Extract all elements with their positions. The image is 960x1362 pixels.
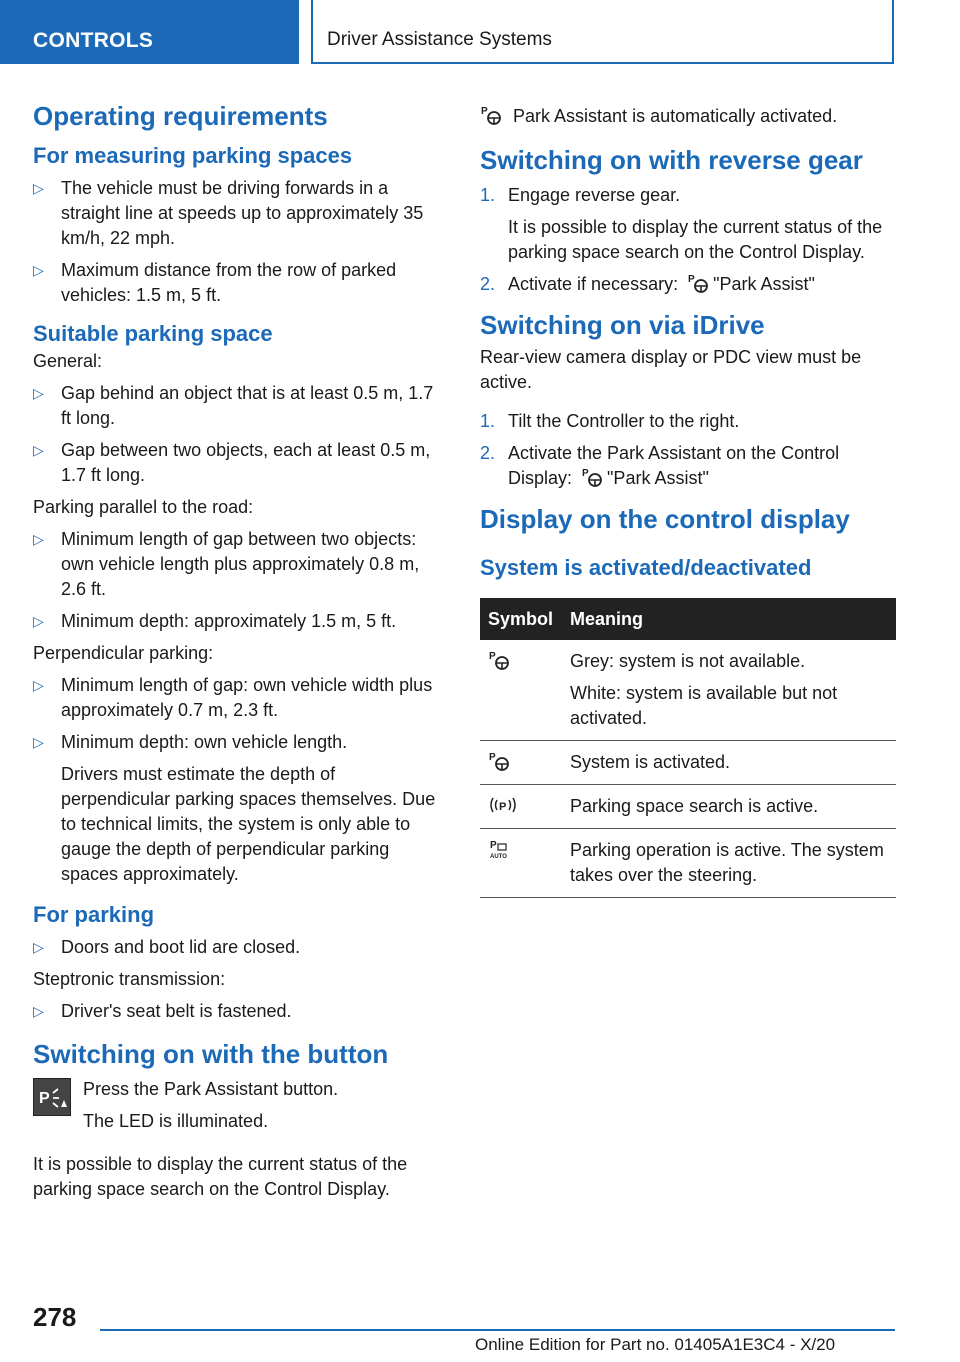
general-list <box>33 381 445 488</box>
button-note: It is possible to display the current status of the parking space search on the Control Display. <box>33 1153 408 1199</box>
heading-operating-requirements: Operating requirements <box>33 101 328 131</box>
heading-reverse-gear: Switching on with reverse gear <box>480 145 863 175</box>
bullet-icon: ▷ <box>33 1003 44 1020</box>
right-column <box>480 104 896 898</box>
general-label: General: <box>33 350 103 371</box>
heading-idrive: Switching on via iDrive <box>480 309 765 340</box>
park-assist-icon <box>488 649 510 671</box>
list-item: ▷ Minimum length of gap: own vehicle width plus approximately 0.7 m, 2.3 ft. <box>33 674 433 720</box>
list-item: ▷ Maximum distance from the row of parked vehicles: 1.5 m, 5 ft. <box>33 260 397 306</box>
list-item: ▷ Doors and boot lid are closed. <box>33 935 445 960</box>
heading-system-status: System is activated/deactivated <box>480 554 812 580</box>
svg-text:P: P <box>582 468 589 479</box>
list-item: ▷ Minimum length of gap between two objects: own vehicle length plus approximately 0.8 m, 2.6 ft. <box>33 528 420 599</box>
header-chapter-box <box>311 0 894 64</box>
perpendicular-label: Perpendicular parking: <box>33 642 214 663</box>
heading-for-parking: For parking <box>33 901 155 927</box>
section-title: CONTROLS <box>33 29 154 52</box>
bullet-icon: ▷ <box>33 676 44 693</box>
svg-text:AUTO: AUTO <box>490 854 507 861</box>
table-header-row <box>480 598 896 640</box>
svg-text:P: P <box>489 651 496 663</box>
park-search-icon <box>488 794 518 816</box>
list-item: 2. Activate the Park Assistant on the Control Display: P "Park Assist" <box>480 443 840 488</box>
idrive-steps <box>480 409 896 491</box>
bullet-icon: ▷ <box>33 441 44 458</box>
bullet-icon: ▷ <box>33 939 44 956</box>
reverse-step-note: It is possible to display the current status of the parking space search on the Control Display. <box>508 216 883 262</box>
steptronic-label: Steptronic transmission: <box>33 969 226 990</box>
footer-divider <box>100 1329 895 1331</box>
list-item: 1. Tilt the Controller to the right. <box>480 411 740 431</box>
svg-text:P: P <box>688 273 695 285</box>
bullet-icon: ▷ <box>33 180 44 197</box>
header-section-tab <box>0 0 299 64</box>
park-assist-icon <box>480 104 502 126</box>
column-header-meaning: Meaning <box>562 598 896 640</box>
left-column <box>33 100 445 1202</box>
button-text-1: Press the Park Assistant button. <box>83 1078 339 1099</box>
svg-text:P: P <box>499 801 507 814</box>
list-item: ▷ Driver's seat belt is fastened. <box>33 999 445 1024</box>
perpendicular-note: Drivers must estimate the depth of perpendicular parking spaces themselves. Due to technical limits, the system is only able to gauge the depth of perpendicular parking spaces approximately. <box>61 763 436 884</box>
list-item: 1. Engage reverse gear. It is possible to display the current status of the parking space search on the Control Display. <box>480 183 896 265</box>
table-row: P AUTO Parking operation is active. The system takes over the steering. <box>480 829 896 898</box>
chapter-title: Driver Assistance Systems <box>327 29 552 50</box>
symbol-table <box>480 598 896 898</box>
list-item: ▷ Gap between two objects, each at least 0.5 m, 1.7 ft long. <box>33 439 431 485</box>
park-assist-icon <box>687 272 709 294</box>
svg-text:P: P <box>39 1089 50 1107</box>
steptronic-list <box>33 999 445 1024</box>
bullet-icon: ▷ <box>33 733 44 750</box>
svg-text:P: P <box>490 840 497 852</box>
page-number: 278 <box>33 1302 77 1332</box>
park-assistant-button-icon <box>33 1078 71 1116</box>
heading-control-display: Display on the control display <box>480 504 850 534</box>
button-text-2: The LED is illuminated. <box>83 1110 269 1131</box>
list-item: ▷ Minimum depth: approximately 1.5 m, 5 ft. <box>33 609 445 634</box>
bullet-icon: ▷ <box>33 384 44 401</box>
park-assist-active-icon <box>488 750 510 772</box>
activated-note: P Park Assistant is automatically activated. <box>481 106 838 126</box>
bullet-icon: ▷ <box>33 612 44 629</box>
measuring-list <box>33 176 445 308</box>
edition-text: Online Edition for Part no. 01405A1E3C4 - X/20 <box>475 1335 836 1354</box>
button-instruction <box>33 1077 445 1134</box>
perpendicular-list <box>33 673 445 887</box>
list-item: 2. Activate if necessary: P "Park Assist" <box>480 273 815 294</box>
table-row: P Grey: system is not available. White: system is available but not activated. <box>480 640 896 741</box>
bullet-icon: ▷ <box>33 262 44 279</box>
svg-text:P: P <box>481 106 488 117</box>
park-assist-icon <box>581 466 603 488</box>
park-auto-icon <box>488 838 514 860</box>
parallel-list <box>33 527 445 634</box>
list-item: ▷ Minimum depth: own vehicle length. Drivers must estimate the depth of perpendicular parking spaces themselves. Due to technical limits, the system is only able to gauge the depth of perpendicular parking spaces approximately. <box>33 730 445 887</box>
parking-list <box>33 935 445 960</box>
table-row: P System is activated. <box>480 741 896 785</box>
heading-measuring-spaces: For measuring parking spaces <box>33 142 353 168</box>
idrive-intro: Rear-view camera display or PDC view must be active. <box>480 347 862 392</box>
parallel-label: Parking parallel to the road: <box>33 496 254 517</box>
heading-suitable-space: Suitable parking space <box>33 321 273 347</box>
list-item: ▷ Gap behind an object that is at least 0.5 m, 1.7 ft long. <box>33 382 434 428</box>
column-header-symbol: Symbol <box>480 598 562 640</box>
bullet-icon: ▷ <box>33 530 44 547</box>
reverse-steps <box>480 183 896 297</box>
heading-switch-button: Switching on with the button <box>33 1039 389 1070</box>
table-row: P Parking space search is active. <box>480 785 896 829</box>
svg-text:P: P <box>489 752 496 764</box>
list-item: ▷ The vehicle must be driving forwards in a straight line at speeds up to approximately 35 km/h, 22 mph. <box>33 178 424 249</box>
